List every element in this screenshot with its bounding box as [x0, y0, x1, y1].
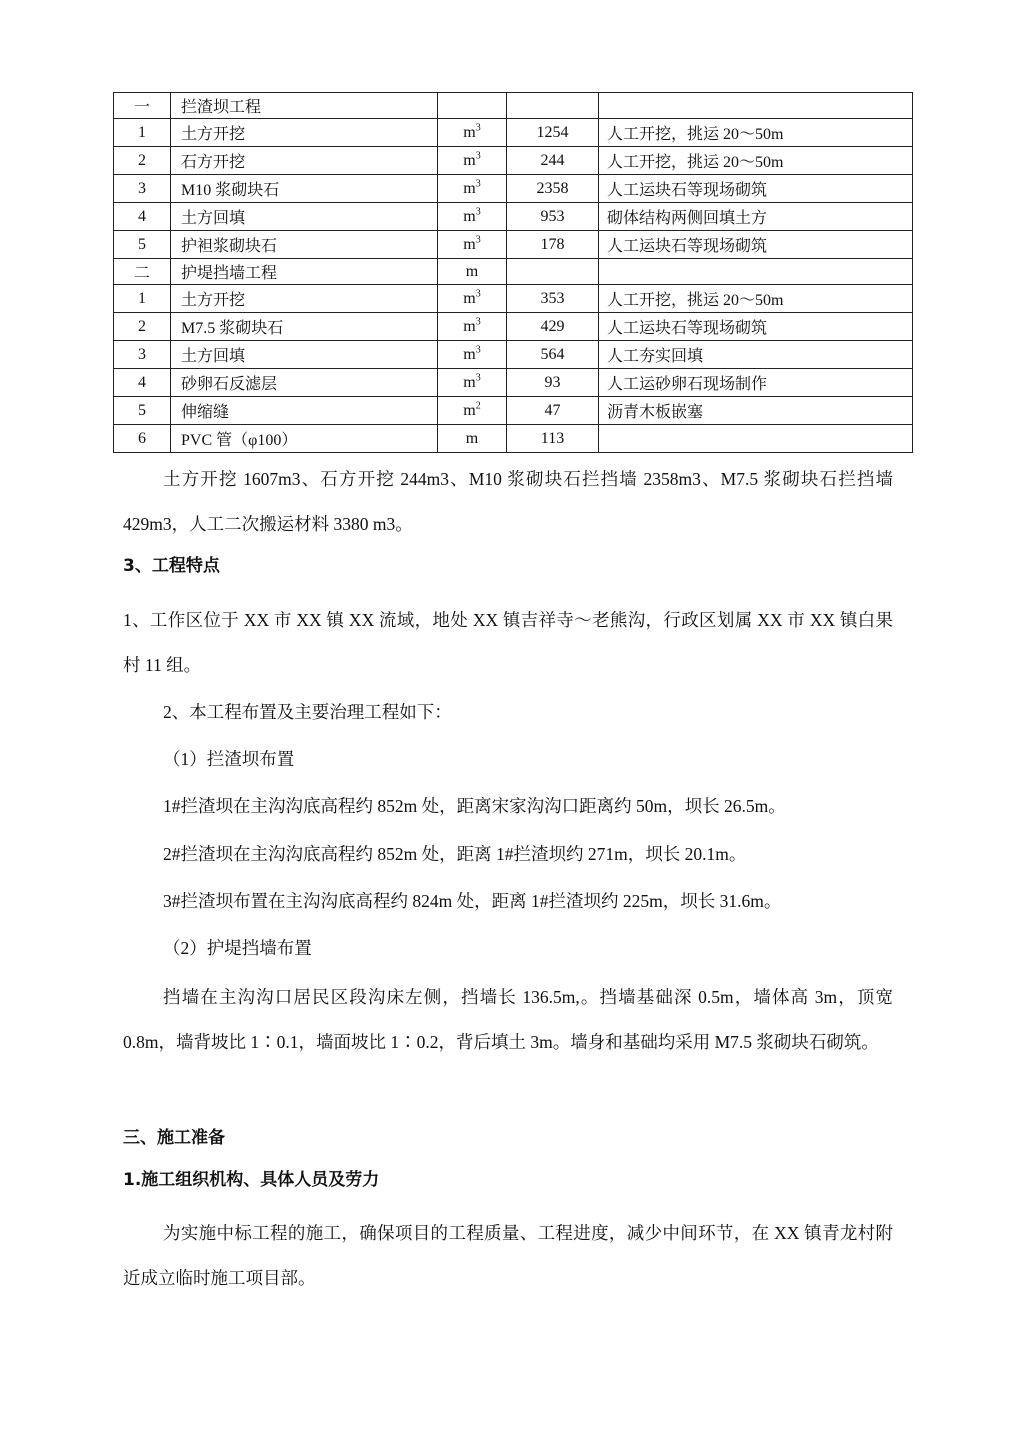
unit-exponent: 3 [475, 344, 481, 356]
heading-organization: 1.施工组织机构、具体人员及劳力 [123, 1170, 380, 1190]
cell-index: 3 [114, 175, 171, 203]
cell-quantity: 93 [507, 369, 599, 397]
subheading-dam-layout: （1）拦渣坝布置 [163, 749, 295, 769]
cell-note: 人工开挖，挑运 20～50m [599, 119, 913, 147]
cell-note: 砌体结构两侧回填土方 [599, 203, 913, 231]
unit-text: m [463, 179, 476, 197]
table-row [114, 313, 913, 341]
table-row [114, 175, 913, 203]
cell-unit [438, 341, 507, 369]
table-row [114, 147, 913, 175]
cell-note: 人工运块石等现场砌筑 [599, 313, 913, 341]
cell-note: 沥青木板嵌塞 [599, 397, 913, 425]
cell-note [599, 425, 913, 453]
cell-index: 二 [114, 259, 171, 285]
cell-item: M10 浆砌块石 [171, 175, 438, 203]
heading-project-features: 3、工程特点 [123, 556, 220, 576]
subheading-wall-layout: （2）护堤挡墙布置 [163, 938, 312, 958]
cell-quantity: 244 [507, 147, 599, 175]
unit-exponent: 3 [475, 206, 481, 218]
cell-quantity [507, 259, 599, 285]
cell-quantity: 353 [507, 285, 599, 313]
cell-unit [438, 119, 507, 147]
cell-note [599, 93, 913, 119]
cell-unit [438, 369, 507, 397]
cell-item: 土方开挖 [171, 285, 438, 313]
cell-index: 5 [114, 231, 171, 259]
unit-exponent: 3 [475, 178, 481, 190]
cell-index: 4 [114, 369, 171, 397]
cell-unit [438, 147, 507, 175]
unit-text: m [463, 289, 476, 307]
cell-item: 石方开挖 [171, 147, 438, 175]
cell-unit [438, 285, 507, 313]
cell-note: 人工运块石等现场砌筑 [599, 175, 913, 203]
cell-index: 2 [114, 313, 171, 341]
cell-note: 人工开挖，挑运 20～50m [599, 285, 913, 313]
unit-text: m [463, 401, 476, 419]
cell-quantity: 953 [507, 203, 599, 231]
table-row [114, 369, 913, 397]
paragraph-wall-detail: 挡墙在主沟沟口居民区段沟床左侧，挡墙长 136.5m,。挡墙基础深 0.5m，墙体高 3m，顶宽 0.8m，墙背坡比 1∶0.1，墙面坡比 1∶0.2，背后填土 3m。墙身和基础均采用 M7.5 浆砌块石砌筑。 [123, 987, 893, 1052]
cell-note: 人工夯实回填 [599, 341, 913, 369]
cell-item: 砂卵石反滤层 [171, 369, 438, 397]
table-section-row [114, 259, 913, 285]
summary-paragraph: 土方开挖 1607m3、石方开挖 244m3、M10 浆砌块石拦挡墙 2358m3、M7.5 浆砌块石拦挡墙 429m3，人工二次搬运材料 3380 m3。 [123, 469, 893, 534]
cell-item: 伸缩缝 [171, 397, 438, 425]
cell-index: 6 [114, 425, 171, 453]
cell-note [599, 259, 913, 285]
cell-quantity: 1254 [507, 119, 599, 147]
table-row [114, 285, 913, 313]
paragraph-project-office: 为实施中标工程的施工，确保项目的工程质量、工程进度，减少中间环节，在 XX 镇青龙村附近成立临时施工项目部。 [123, 1223, 893, 1288]
cell-item: 护袒浆砌块石 [171, 231, 438, 259]
cell-item: PVC 管（φ100） [171, 425, 438, 453]
table-row [114, 203, 913, 231]
unit-exponent: 3 [475, 234, 481, 246]
cell-item: 土方回填 [171, 203, 438, 231]
cell-index: 1 [114, 285, 171, 313]
quantity-table [113, 92, 913, 453]
cell-quantity: 113 [507, 425, 599, 453]
cell-unit [438, 397, 507, 425]
table-section-row [114, 93, 913, 119]
table-row [114, 119, 913, 147]
unit-text: m [463, 151, 476, 169]
unit-text: m [463, 207, 476, 225]
unit-text: m [463, 373, 476, 391]
cell-index: 1 [114, 119, 171, 147]
unit-text: m [463, 235, 476, 253]
unit-exponent: 3 [475, 316, 481, 328]
table-row [114, 341, 913, 369]
cell-quantity: 178 [507, 231, 599, 259]
cell-item: 拦渣坝工程 [171, 93, 438, 119]
paragraph-dam-3: 3#拦渣坝布置在主沟沟底高程约 824m 处，距离 1#拦渣坝约 225m，坝长 31.6m。 [163, 891, 782, 911]
paragraph-work-area: 1、工作区位于 XX 市 XX 镇 XX 流域，地处 XX 镇吉祥寺～老熊沟，行政区划属 XX 市 XX 镇白果村 11 组。 [123, 610, 893, 675]
unit-text: m [463, 123, 476, 141]
cell-quantity: 47 [507, 397, 599, 425]
unit-text: m [463, 345, 476, 363]
heading-construction-prep: 三、施工准备 [123, 1128, 225, 1148]
cell-index: 一 [114, 93, 171, 119]
cell-item: 土方开挖 [171, 119, 438, 147]
cell-index: 5 [114, 397, 171, 425]
unit-exponent: 2 [475, 400, 481, 412]
cell-item: M7.5 浆砌块石 [171, 313, 438, 341]
cell-unit [438, 313, 507, 341]
cell-index: 4 [114, 203, 171, 231]
cell-unit [438, 231, 507, 259]
quantity-table-body [114, 93, 913, 453]
unit-text: m [463, 317, 476, 335]
table-row [114, 231, 913, 259]
unit-text: m [465, 429, 479, 447]
cell-quantity [507, 93, 599, 119]
cell-quantity: 564 [507, 341, 599, 369]
cell-index: 3 [114, 341, 171, 369]
unit-exponent: 3 [475, 150, 481, 162]
cell-quantity: 2358 [507, 175, 599, 203]
table-row [114, 425, 913, 453]
cell-item: 护堤挡墙工程 [171, 259, 438, 285]
cell-unit [438, 259, 507, 285]
unit-text: m [465, 262, 479, 280]
cell-item: 土方回填 [171, 341, 438, 369]
cell-index: 2 [114, 147, 171, 175]
cell-unit [438, 203, 507, 231]
cell-unit [438, 425, 507, 453]
paragraph-dam-1: 1#拦渣坝在主沟沟底高程约 852m 处，距离宋家沟沟口距离约 50m，坝长 26.5m。 [163, 796, 786, 816]
cell-unit [438, 175, 507, 203]
unit-exponent: 3 [475, 372, 481, 384]
unit-exponent: 3 [475, 288, 481, 300]
cell-note: 人工运块石等现场砌筑 [599, 231, 913, 259]
cell-unit [438, 93, 507, 119]
paragraph-layout-intro: 2、本工程布置及主要治理工程如下： [163, 702, 452, 722]
table-row [114, 397, 913, 425]
unit-exponent: 3 [475, 122, 481, 134]
cell-note: 人工运砂卵石现场制作 [599, 369, 913, 397]
paragraph-dam-2: 2#拦渣坝在主沟沟底高程约 852m 处，距离 1#拦渣坝约 271m，坝长 20.1m。 [163, 844, 747, 864]
cell-note: 人工开挖，挑运 20～50m [599, 147, 913, 175]
cell-quantity: 429 [507, 313, 599, 341]
